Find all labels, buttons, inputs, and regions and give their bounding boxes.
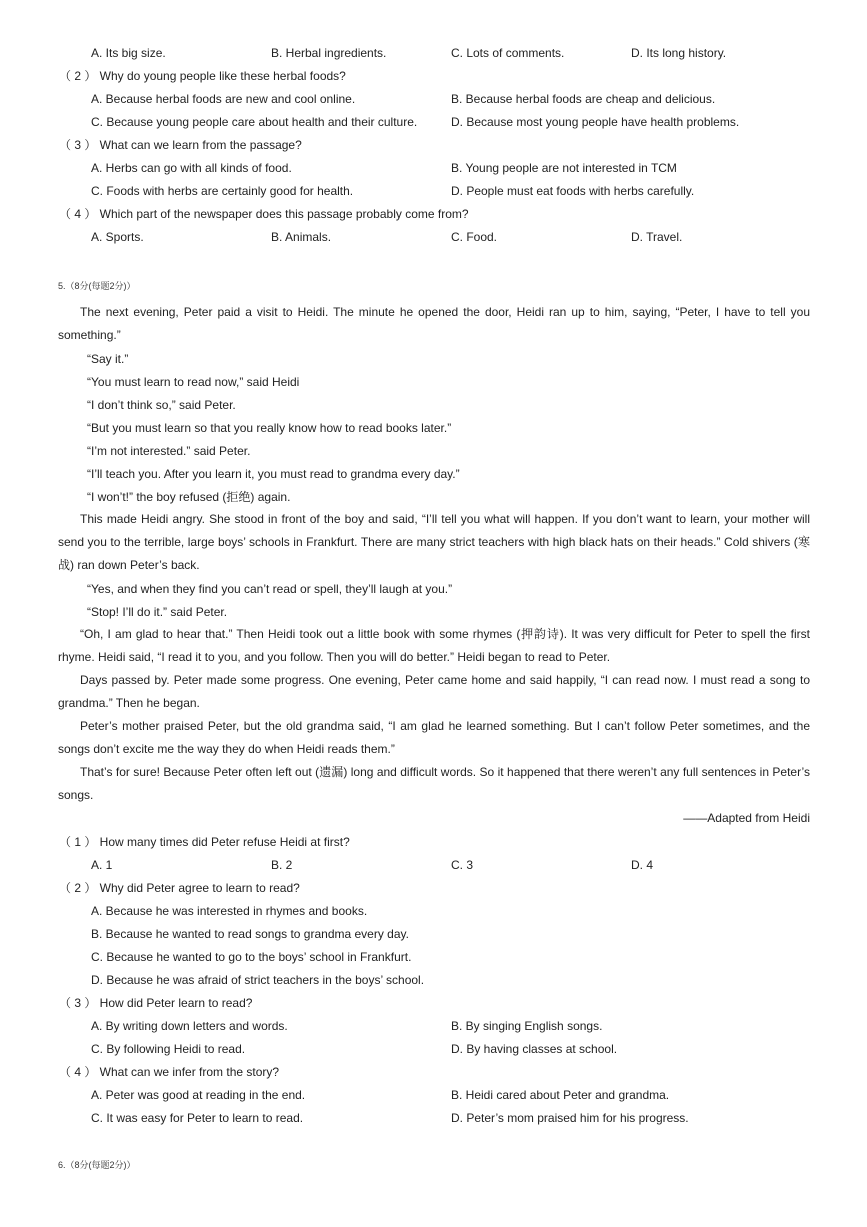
option-b: B. Herbal ingredients. [271, 46, 387, 60]
option-c: C. Because young people care about health and their culture. [91, 115, 418, 129]
passage-source: ——Adapted from Heidi [683, 811, 810, 825]
passage-paragraph [58, 761, 810, 807]
option-c: C. 3 [451, 858, 474, 872]
option-c: C. It was easy for Peter to learn to read. [91, 1111, 304, 1125]
dialogue-line: “I’ll teach you. After you learn it, you must read to grandma every day.” [87, 467, 460, 481]
option-b: B. 2 [271, 858, 293, 872]
option-c: C. Foods with herbs are certainly good for health. [91, 184, 354, 198]
option-a: A. Its big size. [91, 46, 166, 60]
dialogue-line: “I won’t!” the boy refused (拒绝) again. [87, 490, 291, 504]
dialogue-line: “I’m not interested.” said Peter. [87, 444, 251, 458]
dialogue-line: “Stop! I’ll do it.” said Peter. [87, 605, 228, 619]
question-stem: （ 3 ） What can we learn from the passage? [59, 138, 302, 152]
passage-paragraph [58, 669, 810, 715]
option-d: D. Travel. [631, 230, 683, 244]
option-d: D. People must eat foods with herbs carefully. [451, 184, 695, 198]
option-b: B. Because herbal foods are cheap and delicious. [451, 92, 716, 106]
paragraph-text: The next evening, Peter paid a visit to Heidi. The minute he opened the door, Heidi ran up to him, saying, “Peter, I have to tell you something.” [58, 305, 810, 342]
question-stem: （ 2 ） Why did Peter agree to learn to read? [59, 881, 300, 895]
question-stem: （ 3 ） How did Peter learn to read? [59, 996, 253, 1010]
option-b: B. By singing English songs. [451, 1019, 603, 1033]
option-d: D. Because most young people have health problems. [451, 115, 740, 129]
passage-paragraph [58, 715, 810, 761]
option-b: B. Because he wanted to read songs to grandma every day. [91, 927, 409, 941]
dialogue-line: “Say it.” [87, 352, 129, 366]
paragraph-text: That’s for sure! Because Peter often left out (遗漏) long and difficult words. So it happened that there weren’t any full sentences in Peter’s songs. [58, 765, 810, 802]
question-stem: （ 4 ） Which part of the newspaper does this passage probably come from? [59, 207, 469, 221]
option-a: A. Sports. [91, 230, 144, 244]
dialogue-line: “You must learn to read now,” said Heidi [87, 375, 300, 389]
option-c: C. By following Heidi to read. [91, 1042, 246, 1056]
option-c: C. Lots of comments. [451, 46, 565, 60]
option-b: B. Heidi cared about Peter and grandma. [451, 1088, 670, 1102]
option-d: D. Its long history. [631, 46, 727, 60]
option-d: D. By having classes at school. [451, 1042, 618, 1056]
option-a: A. By writing down letters and words. [91, 1019, 288, 1033]
option-a: A. Herbs can go with all kinds of food. [91, 161, 292, 175]
dialogue-line: “But you must learn so that you really know how to read books later.” [87, 421, 452, 435]
question-stem: （ 4 ） What can we infer from the story? [59, 1065, 280, 1079]
option-b: B. Young people are not interested in TCM [451, 161, 677, 175]
question-stem: （ 2 ） Why do young people like these herbal foods? [59, 69, 346, 83]
option-a: A. Peter was good at reading in the end. [91, 1088, 306, 1102]
paragraph-text: “Oh, I am glad to hear that.” Then Heidi took out a little book with some rhymes (押韵诗). It was very difficult for Peter to spell the first rhyme. Heidi said, “I read it to you, and you follow. Then you will do better.” Heidi began to read to Peter. [58, 627, 810, 664]
paragraph-text: Peter’s mother praised Peter, but the old grandma said, “I am glad he learned something. But I can’t follow Peter sometimes, and the songs don’t excite me the way they do when Heidi reads them.” [58, 719, 810, 756]
passage-paragraph [58, 508, 810, 577]
dialogue-line: “Yes, and when they find you can’t read or spell, they’ll laugh at you.” [87, 582, 453, 596]
option-a: A. Because he was interested in rhymes and books. [91, 904, 368, 918]
paragraph-text: This made Heidi angry. She stood in front of the boy and said, “I’ll tell you what will happen. If you don’t want to learn, your mother will send you to the terrible, large boys’ schools in Frankfurt. There are many strict teachers with high black hats on their heads.” Cold shivers (寒战) ran down Peter’s back. [58, 512, 810, 572]
option-c: C. Because he wanted to go to the boys’ school in Frankfurt. [91, 950, 412, 964]
section-heading: 6.（8分(每题2分)） [58, 1160, 136, 1170]
option-d: D. Because he was afraid of strict teachers in the boys’ school. [91, 973, 425, 987]
passage-paragraph [58, 301, 810, 347]
option-a: A. 1 [91, 858, 113, 872]
option-c: C. Food. [451, 230, 498, 244]
section-heading: 5.（8分(每题2分)） [58, 281, 136, 291]
option-a: A. Because herbal foods are new and cool online. [91, 92, 356, 106]
option-d: D. Peter’s mom praised him for his progress. [451, 1111, 689, 1125]
option-b: B. Animals. [271, 230, 332, 244]
paragraph-text: Days passed by. Peter made some progress. One evening, Peter came home and said happily, “I can read now. I must read a song to grandma.” Then he began. [58, 673, 810, 710]
dialogue-line: “I don’t think so,” said Peter. [87, 398, 236, 412]
option-d: D. 4 [631, 858, 654, 872]
passage-paragraph [58, 623, 810, 669]
question-stem: （ 1 ） How many times did Peter refuse Heidi at first? [59, 835, 350, 849]
